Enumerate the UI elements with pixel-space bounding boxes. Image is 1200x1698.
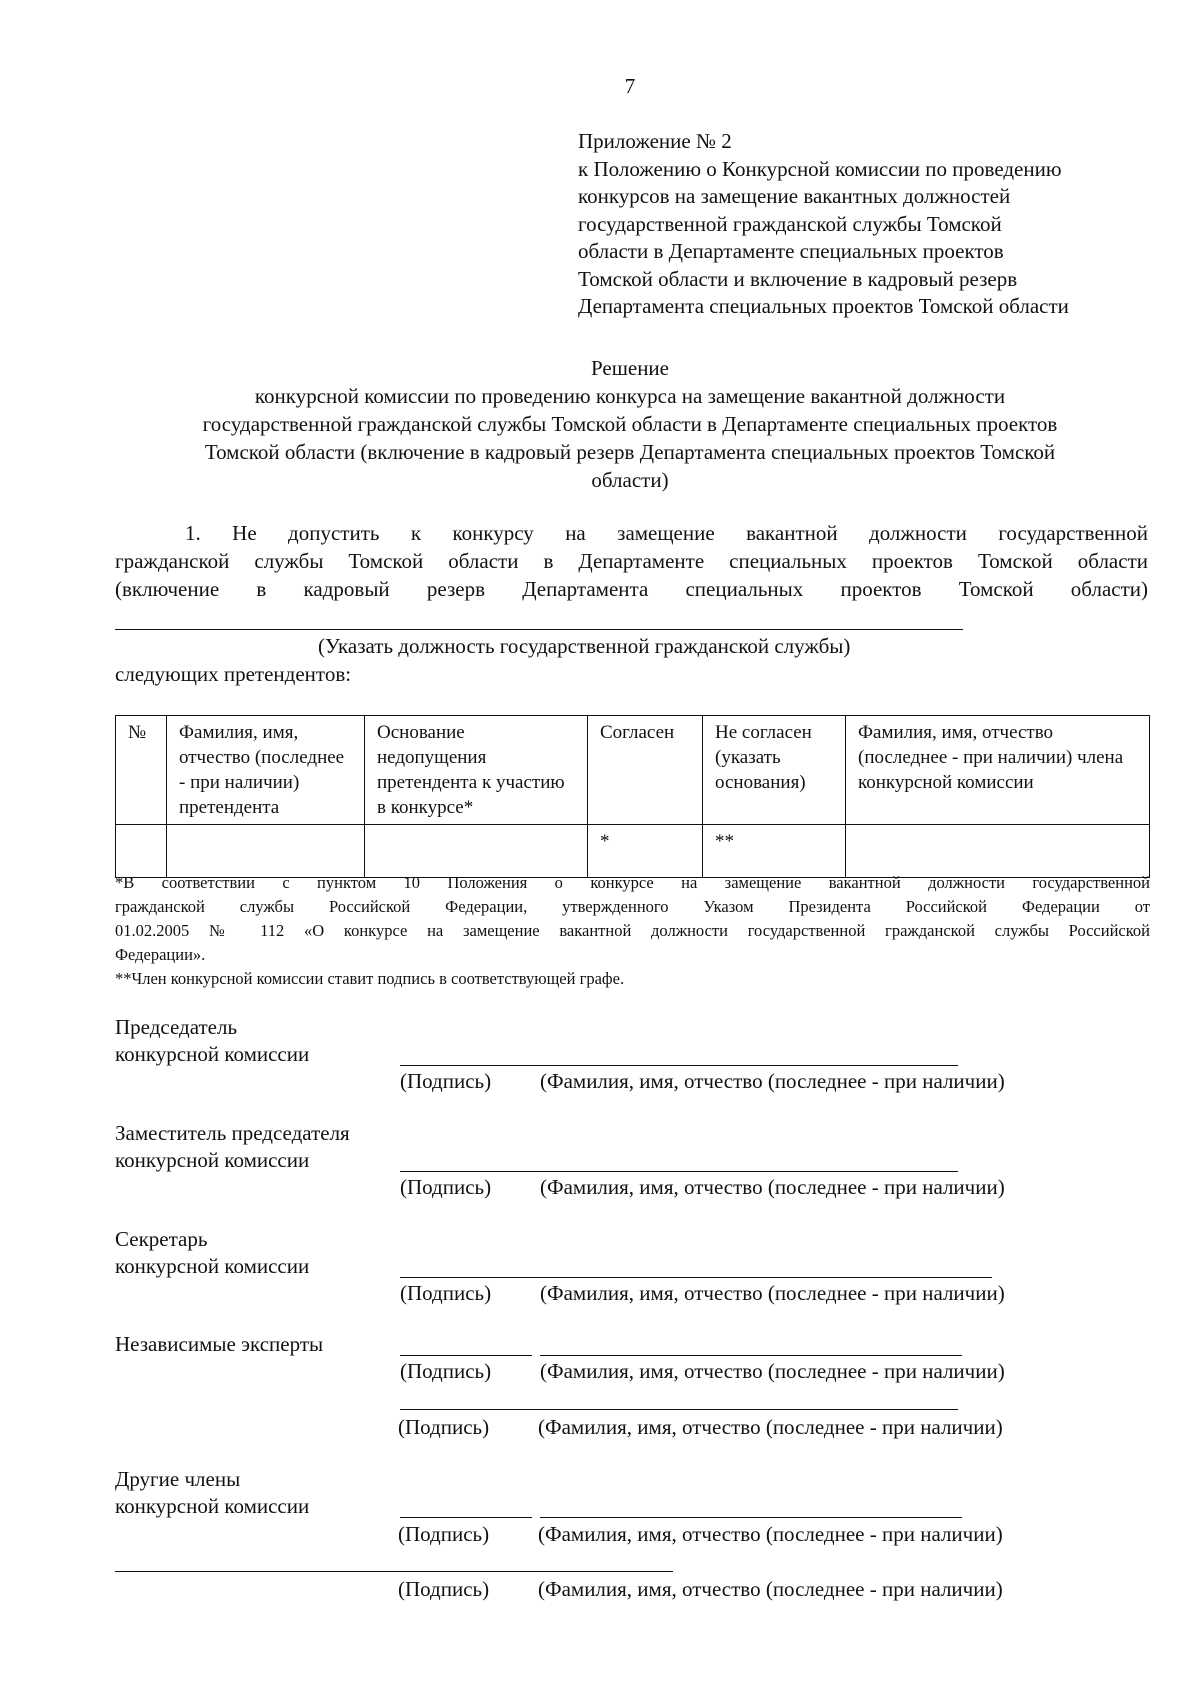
footnote-line: *В соответствии с пунктом 10 Положения о конкурсе на замещение вакантной должности государственной bbox=[115, 873, 1150, 892]
signature-caption: (Подпись) bbox=[398, 1577, 490, 1601]
appendix-line: Департамента специальных проектов Томской области bbox=[578, 294, 1069, 318]
table-header-cell: Согласен bbox=[588, 716, 703, 825]
experts-label: Независимые эксперты bbox=[115, 1332, 324, 1356]
name-caption: (Фамилия, имя, отчество (последнее - при наличии) bbox=[538, 1415, 1003, 1439]
following-label: следующих претендентов: bbox=[115, 662, 352, 686]
table-cell[interactable] bbox=[167, 825, 365, 878]
chairman-signature-line[interactable] bbox=[400, 1065, 958, 1066]
signature-caption: (Подпись) bbox=[398, 1415, 490, 1439]
expert-signature-line[interactable] bbox=[400, 1355, 532, 1356]
chairman-label: Председатель конкурсной комиссии bbox=[115, 1015, 310, 1066]
member-signature-line[interactable] bbox=[400, 1517, 532, 1518]
paragraph-line: (включение в кадровый резерв Департамента специальных проектов Томской области) bbox=[115, 577, 1148, 601]
appendix-line: Томской области и включение в кадровый резерв bbox=[578, 266, 1018, 291]
name-caption: (Фамилия, имя, отчество (последнее - при наличии) bbox=[540, 1069, 1005, 1093]
title-line: конкурсной комиссии по проведению конкурса на замещение вакантной должности bbox=[254, 384, 1006, 408]
paragraph-line: гражданской службы Томской области в Департаменте специальных проектов Томской области bbox=[115, 549, 1148, 573]
signature-caption: (Подпись) bbox=[400, 1281, 492, 1305]
title-heading: Решение bbox=[590, 356, 669, 380]
signature-caption: (Подпись) bbox=[400, 1069, 492, 1093]
footnote-line: Федерации». bbox=[115, 945, 206, 964]
position-fill-line bbox=[115, 629, 963, 630]
appendix-line: к Положению о Конкурсной комиссии по проведению bbox=[578, 156, 1062, 181]
secretary-signature-line[interactable] bbox=[400, 1277, 992, 1278]
table-cell[interactable]: * bbox=[588, 825, 703, 878]
table-header-cell: Фамилия, имя, отчество (последнее - при наличии) члена конкурсной комиссии bbox=[846, 716, 1150, 825]
deputy-label: Заместитель председателя конкурсной комиссии bbox=[115, 1121, 350, 1172]
paragraph-1 bbox=[115, 520, 1148, 604]
secretary-label: Секретарь конкурсной комиссии bbox=[115, 1227, 310, 1278]
position-hint: (Указать должность государственной гражданской службы) bbox=[318, 634, 851, 658]
table-header-cell: Фамилия, имя, отчество (последнее - при наличии) претендента bbox=[167, 716, 365, 825]
pretendents-table bbox=[115, 715, 1150, 878]
table-cell[interactable] bbox=[365, 825, 588, 878]
name-caption: (Фамилия, имя, отчество (последнее - при наличии) bbox=[540, 1281, 1005, 1305]
name-caption: (Фамилия, имя, отчество (последнее - при наличии) bbox=[538, 1577, 1003, 1601]
title-line: области) bbox=[591, 468, 669, 492]
footnote-line: 01.02.2005 № 112 «О конкурсе на замещение вакантной должности государственной гражданской службы Российской bbox=[115, 921, 1150, 940]
document-title bbox=[0, 355, 1200, 495]
name-caption: (Фамилия, имя, отчество (последнее - при наличии) bbox=[540, 1175, 1005, 1199]
appendix-line: Приложение № 2 bbox=[578, 129, 732, 153]
signature-caption: (Подпись) bbox=[400, 1175, 492, 1199]
appendix-line: области в Департаменте специальных проектов bbox=[578, 239, 1004, 263]
table-cell[interactable] bbox=[846, 825, 1150, 878]
table-row bbox=[116, 825, 1150, 878]
title-line: государственной гражданской службы Томской области в Департаменте специальных проектов bbox=[202, 412, 1058, 436]
member-name-line[interactable] bbox=[540, 1517, 962, 1518]
table-header-row bbox=[116, 716, 1150, 825]
table-cell[interactable] bbox=[116, 825, 167, 878]
appendix-header bbox=[578, 128, 1069, 321]
page-number: 7 bbox=[624, 74, 636, 98]
name-caption: (Фамилия, имя, отчество (последнее - при наличии) bbox=[538, 1522, 1003, 1546]
deputy-signature-line[interactable] bbox=[400, 1171, 958, 1172]
footnote-1 bbox=[115, 871, 1150, 967]
signature-caption: (Подпись) bbox=[400, 1359, 492, 1383]
others-label: Другие члены конкурсной комиссии bbox=[115, 1467, 310, 1518]
appendix-line: государственной гражданской службы Томской bbox=[578, 211, 1002, 236]
table-header-cell: Не согласен (указать основания) bbox=[703, 716, 846, 825]
table-cell[interactable]: ** bbox=[703, 825, 846, 878]
footnote-line: гражданской службы Российской Федерации, утвержденного Указом Президента Российской Федерации от bbox=[115, 897, 1150, 916]
expert-name-line[interactable] bbox=[540, 1355, 962, 1356]
appendix-line: конкурсов на замещение вакантных должностей bbox=[578, 184, 1011, 208]
table-header-cell: Основание недопущения претендента к участию в конкурсе* bbox=[365, 716, 588, 825]
title-line: Томской области (включение в кадровый резерв Департамента специальных проектов Томской bbox=[204, 440, 1056, 464]
name-caption: (Фамилия, имя, отчество (последнее - при наличии) bbox=[540, 1359, 1005, 1383]
paragraph-line: 1. Не допустить к конкурсу на замещение вакантной должности государственной bbox=[185, 521, 1148, 545]
footnote-2: **Член конкурсной комиссии ставит подпись в соответствующей графе. bbox=[115, 969, 625, 988]
table-header-cell: № bbox=[116, 716, 167, 825]
expert-signature-line[interactable] bbox=[400, 1409, 958, 1410]
signature-caption: (Подпись) bbox=[398, 1522, 490, 1546]
member-signature-line[interactable] bbox=[115, 1571, 673, 1572]
